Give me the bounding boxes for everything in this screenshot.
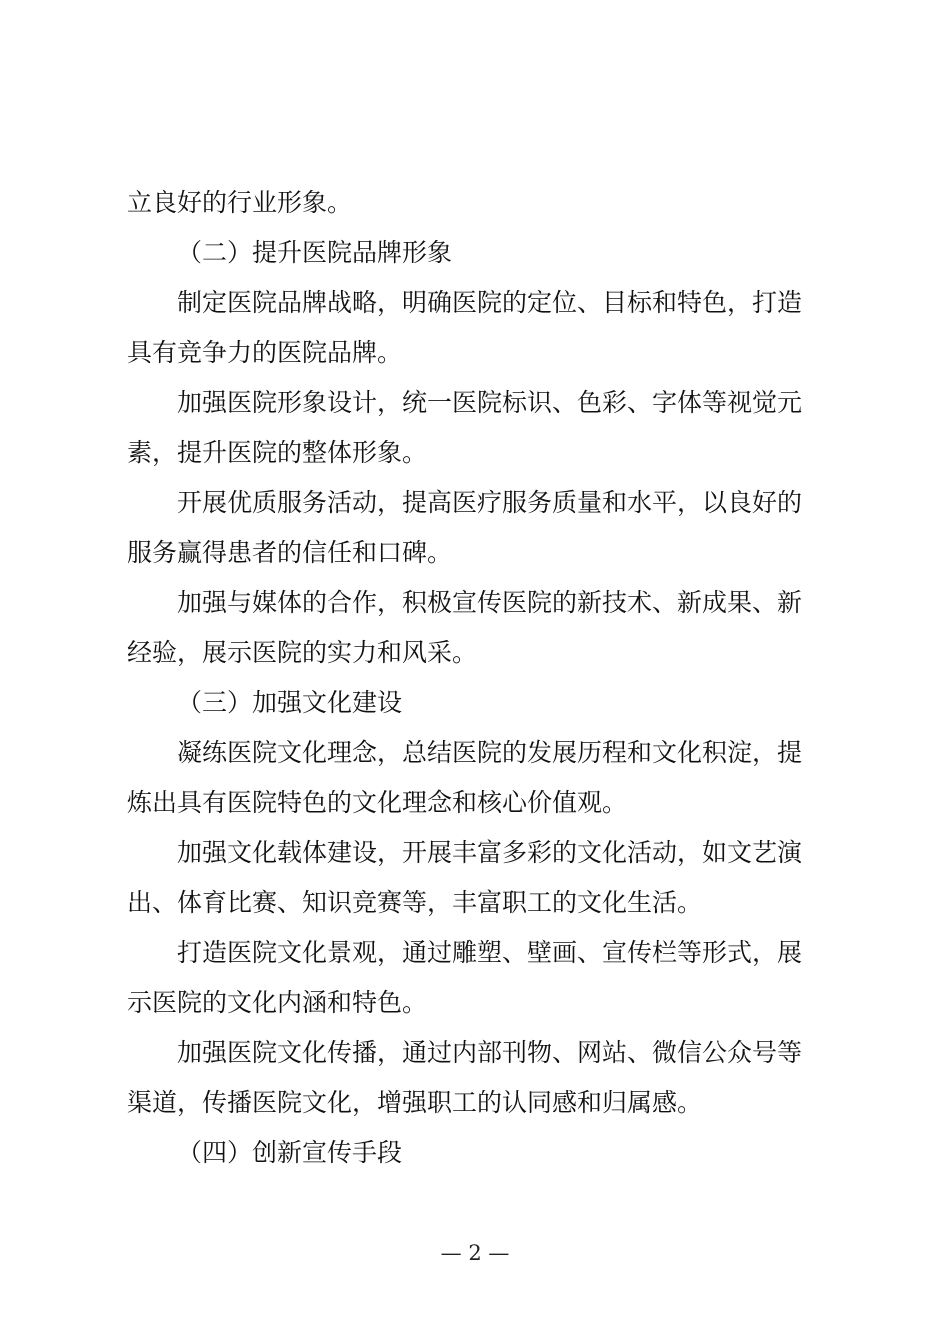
page-number: — 2 — — [440, 1241, 510, 1265]
paragraph-line: 经验，展示医院的实力和风采。 — [127, 638, 478, 667]
paragraph-line: 素，提升医院的整体形象。 — [127, 438, 428, 467]
section-heading: （三）加强文化建设 — [177, 688, 403, 717]
paragraph-line: 加强医院形象设计，统一医院标识、色彩、字体等视觉元 — [177, 388, 803, 417]
paragraph-line: 加强与媒体的合作，积极宣传医院的新技术、新成果、新 — [177, 588, 803, 617]
section-heading: （二）提升医院品牌形象 — [177, 238, 453, 267]
paragraph-line: 开展优质服务活动，提高医疗服务质量和水平，以良好的 — [177, 488, 803, 517]
paragraph-line: 渠道，传播医院文化，增强职工的认同感和归属感。 — [127, 1088, 703, 1117]
paragraph-line: 具有竞争力的医院品牌。 — [127, 338, 403, 367]
paragraph-line: 示医院的文化内涵和特色。 — [127, 988, 428, 1017]
paragraph-line: 制定医院品牌战略，明确医院的定位、目标和特色，打造 — [177, 288, 803, 317]
paragraph-line: 立良好的行业形象。 — [127, 188, 353, 217]
section-heading: （四）创新宣传手段 — [177, 1138, 403, 1167]
paragraph-line: 服务赢得患者的信任和口碑。 — [127, 538, 453, 567]
paragraph-line: 打造医院文化景观，通过雕塑、壁画、宣传栏等形式，展 — [177, 938, 803, 967]
paragraph-line: 凝练医院文化理念，总结医院的发展历程和文化积淀，提 — [177, 738, 803, 767]
paragraph-line: 出、体育比赛、知识竞赛等，丰富职工的文化生活。 — [127, 888, 703, 917]
paragraph-line: 加强医院文化传播，通过内部刊物、网站、微信公众号等 — [177, 1038, 803, 1067]
paragraph-line: 加强文化载体建设，开展丰富多彩的文化活动，如文艺演 — [177, 838, 803, 867]
paragraph-line: 炼出具有医院特色的文化理念和核心价值观。 — [127, 788, 628, 817]
